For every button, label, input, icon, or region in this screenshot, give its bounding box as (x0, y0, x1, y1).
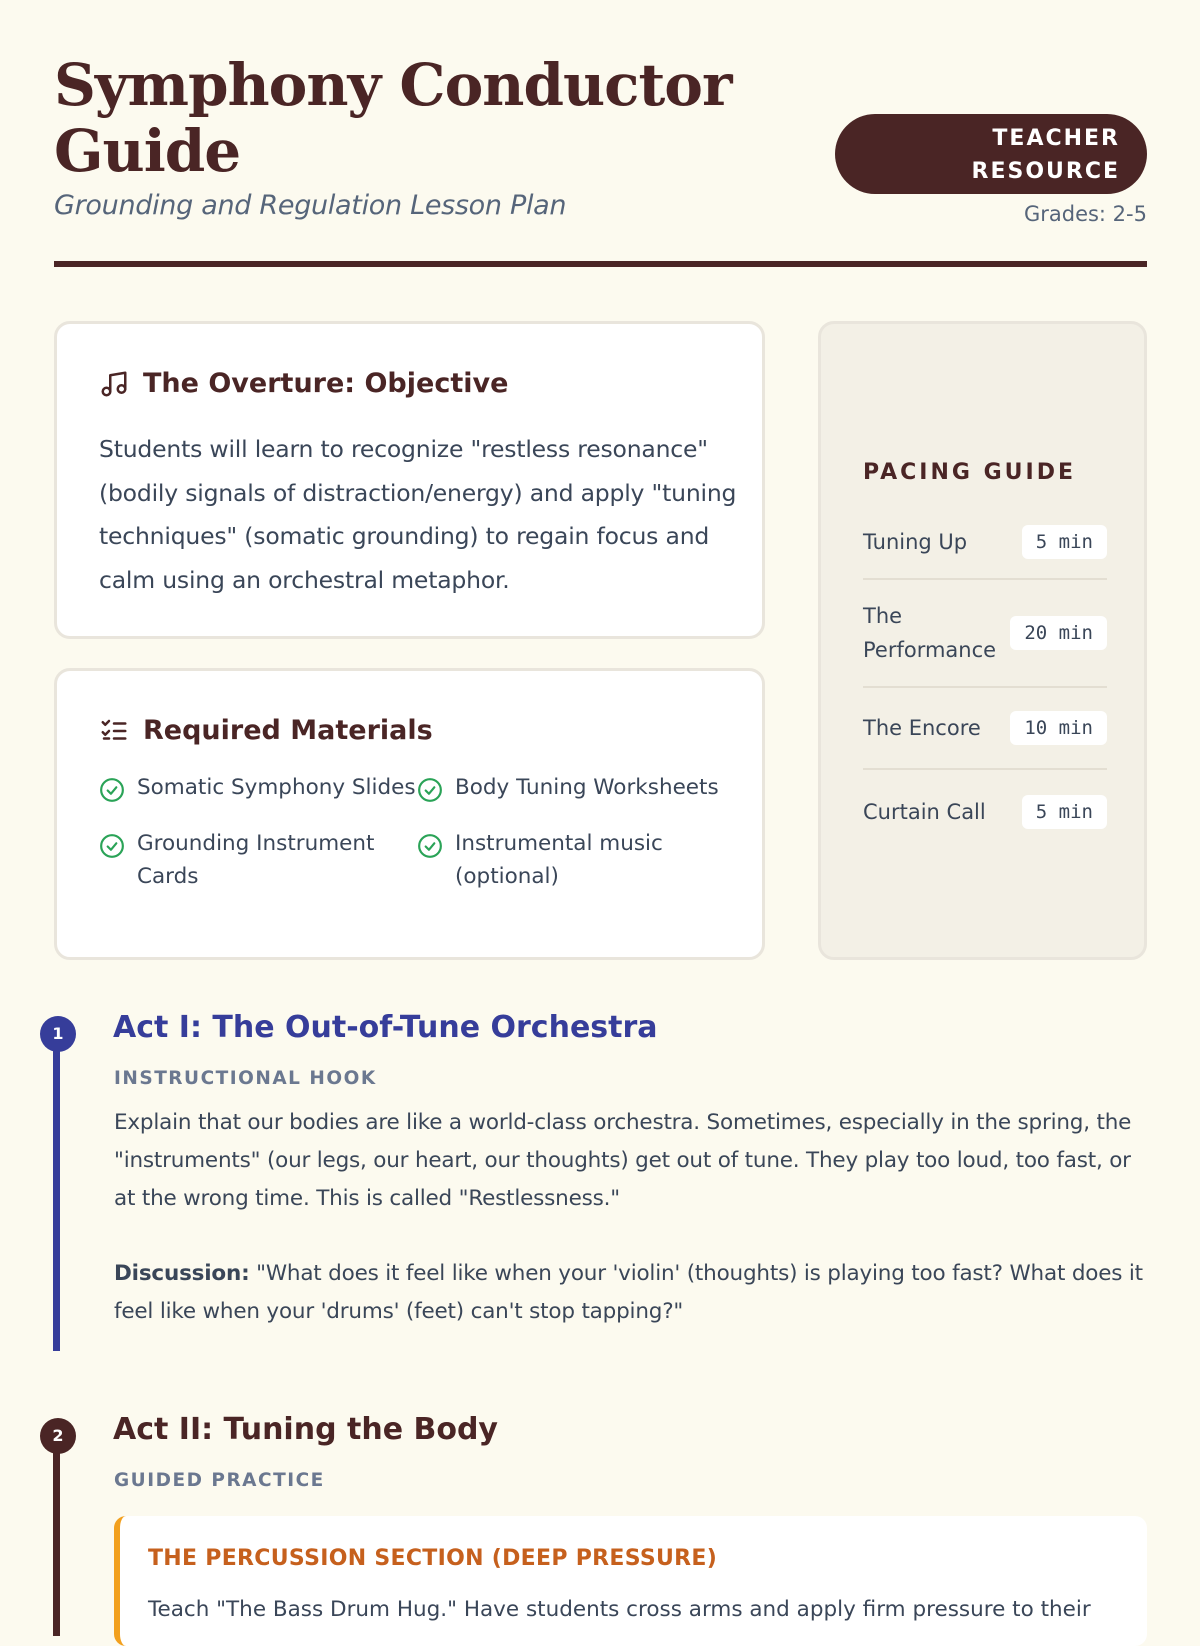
materials-card (54, 668, 765, 960)
badge-label: TEACHER RESOURCE (971, 126, 1120, 184)
header (54, 52, 1147, 267)
pacing-row (863, 508, 1107, 580)
pacing-row (863, 580, 1107, 688)
pacing-list (863, 508, 1107, 854)
objective-heading (99, 368, 508, 399)
act-1-number: 1 (40, 1016, 76, 1052)
list-item (417, 827, 737, 893)
objective-card (54, 321, 765, 639)
header-divider (54, 261, 1147, 267)
check-circle-icon (99, 771, 125, 813)
act-1-body (114, 1104, 1148, 1331)
material-label: Grounding Instrument Cards (137, 831, 375, 889)
page-title: Symphony Conductor Guide (54, 51, 732, 185)
objective-title: The Overture: Objective (143, 368, 509, 399)
check-circle-icon (417, 771, 443, 813)
act-1-timeline (53, 1034, 60, 1351)
materials-title: Required Materials (143, 715, 433, 746)
section-text: Teach "The Bass Drum Hug." Have students cross arms and apply firm pressure to their (148, 1597, 1091, 1622)
act-2-kicker: GUIDED PRACTICE (114, 1470, 325, 1491)
objective-text: Students will learn to recognize "restless resonance" (bodily signals of distraction/energy) and apply "tuning techniques" (somatic grounding) to regain focus and calm using an orchestral metaphor. (99, 435, 737, 594)
list-item (99, 827, 417, 893)
pacing-label: The Performance (863, 604, 997, 662)
checklist-icon (99, 716, 129, 746)
act-2-timeline (53, 1436, 60, 1636)
pacing-title: PACING GUIDE (863, 460, 1076, 485)
pacing-time: 10 min (1010, 711, 1107, 745)
act-1-title: Act I: The Out-of-Tune Orchestra (113, 1010, 658, 1045)
act-2-number: 2 (40, 1418, 76, 1454)
pacing-guide (818, 321, 1147, 960)
discussion-text: "What does it feel like when your 'violin' (thoughts) is playing too fast? What does it feel like when your 'drums' (feet) can't stop tapping?" (114, 1261, 1143, 1324)
material-label: Somatic Symphony Slides (137, 775, 416, 800)
pacing-row (863, 770, 1107, 854)
material-label: Body Tuning Worksheets (455, 775, 719, 800)
percussion-section-card (114, 1516, 1147, 1646)
act-1-kicker: INSTRUCTIONAL HOOK (114, 1068, 377, 1089)
music-note-icon (99, 369, 129, 399)
materials-heading (99, 715, 433, 746)
page-subtitle: Grounding and Regulation Lesson Plan (54, 190, 567, 221)
materials-list (99, 771, 739, 893)
section-title: THE PERCUSSION SECTION (DEEP PRESSURE) (148, 1546, 718, 1571)
pacing-time: 20 min (1010, 616, 1107, 650)
teacher-resource-badge (835, 114, 1147, 194)
discussion-label: Discussion: (114, 1261, 250, 1286)
material-label: Instrumental music (optional) (455, 831, 663, 889)
pacing-label: The Encore (863, 716, 981, 740)
grades-label: Grades: 2-5 (1023, 202, 1147, 226)
check-circle-icon (99, 827, 125, 869)
act-1 (40, 1010, 1147, 1336)
check-circle-icon (417, 827, 443, 869)
pacing-label: Curtain Call (863, 800, 986, 824)
act-2 (40, 1412, 1147, 1622)
list-item (417, 771, 737, 813)
act-1-discussion (114, 1255, 1148, 1331)
pacing-time: 5 min (1022, 525, 1107, 559)
act-1-paragraph: Explain that our bodies are like a world-class orchestra. Sometimes, especially in the spring, the "instruments" (our legs, our heart, our thoughts) get out of tune. They play too loud, too fast, or at the wrong time. This is called "Restlessness." (114, 1110, 1132, 1211)
act-2-title: Act II: Tuning the Body (113, 1412, 498, 1447)
list-item (99, 771, 417, 813)
pacing-label: Tuning Up (863, 530, 968, 554)
pacing-time: 5 min (1022, 795, 1107, 829)
pacing-row (863, 688, 1107, 770)
